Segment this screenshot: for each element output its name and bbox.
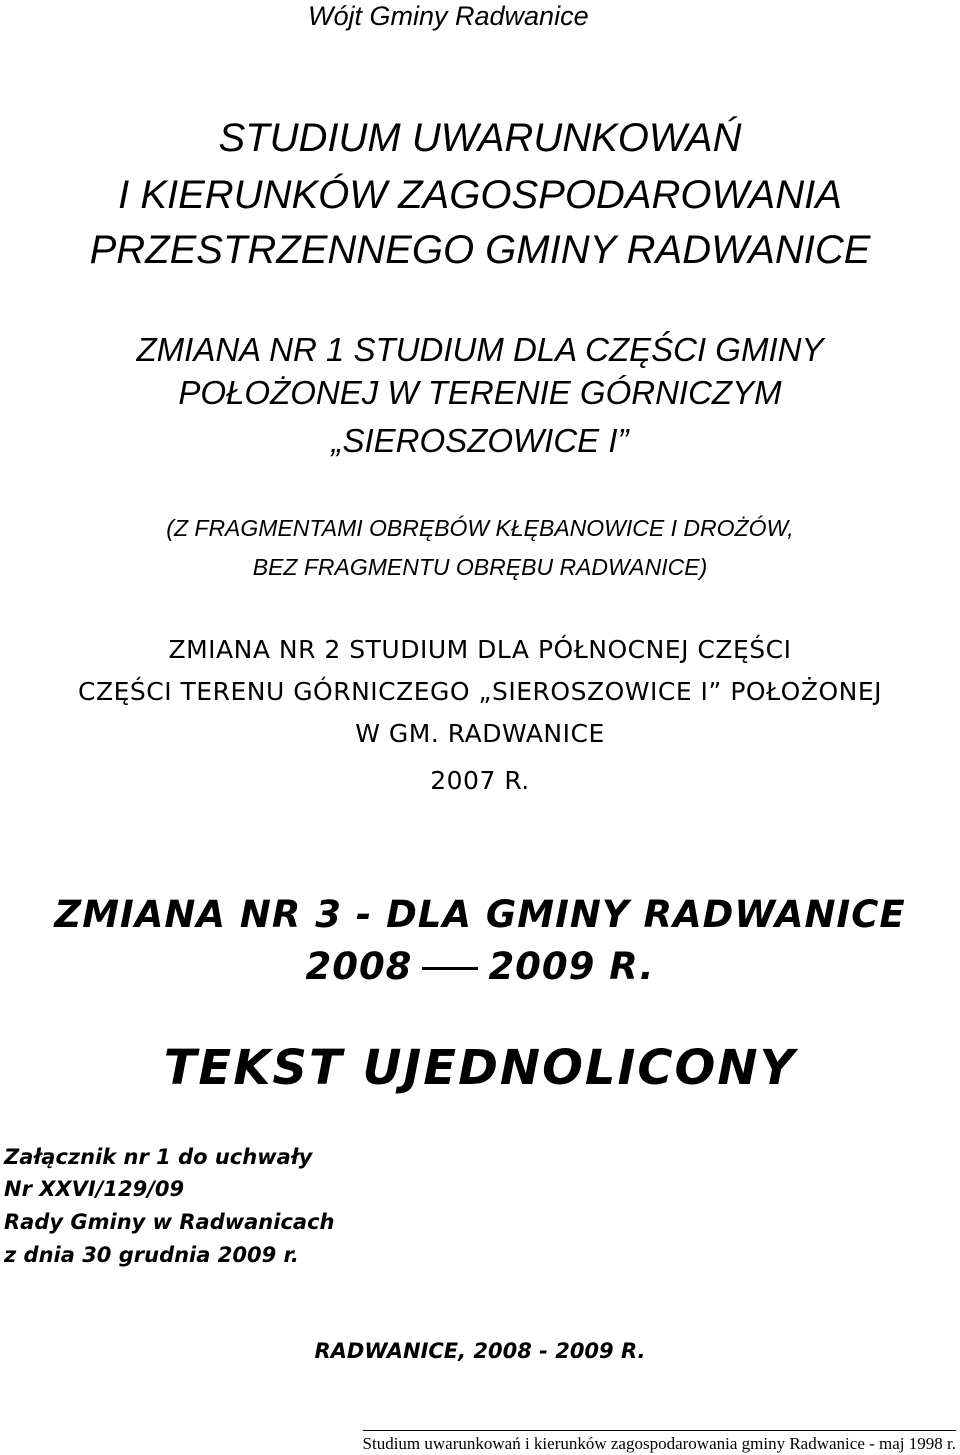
change2-line-4: 2007 R. <box>430 766 530 795</box>
attachment-line-4: z dnia 30 grudnia 2009 r. <box>4 1243 299 1267</box>
attachment-line-1: Załącznik nr 1 do uchwały <box>4 1145 313 1169</box>
document-header: Wójt Gminy Radwanice <box>308 1 589 31</box>
tekst-ujednolicony-heading: TEKST UJEDNOLICONY <box>163 1040 797 1096</box>
year-dash <box>422 967 478 970</box>
change1-line-2: POŁOŻONEJ W TERENIE GÓRNICZYM <box>178 374 782 411</box>
place-and-date: RADWANICE, 2008 - 2009 R. <box>314 1339 646 1363</box>
change3-year-end: 2009 R. <box>488 945 655 988</box>
change1-line-1: ZMIANA NR 1 STUDIUM DLA CZĘŚCI GMINY <box>136 331 824 368</box>
change1-note-line-2: BEZ FRAGMENTU OBRĘBU RADWANICE) <box>252 554 708 580</box>
attachment-line-3: Rady Gminy w Radwanicach <box>4 1210 335 1234</box>
change2-line-2: CZĘŚCI TERENU GÓRNICZEGO „SIEROSZOWICE I” POŁOŻONEJ <box>77 677 882 706</box>
change1-note-line-1: (Z FRAGMENTAMI OBRĘBÓW KŁĘBANOWICE I DROŻÓW, <box>166 515 794 541</box>
change2-line-3: W GM. RADWANICE <box>355 719 605 748</box>
change3-years <box>0 945 960 989</box>
title-line-3: PRZESTRZENNEGO GMINY RADWANICE <box>89 228 871 272</box>
change3-year-start: 2008 <box>305 945 413 988</box>
page-footer: Studium uwarunkowań i kierunków zagospodarowania gminy Radwanice - maj 1998 r. <box>363 1430 956 1455</box>
change3-line-1: ZMIANA NR 3 - DLA GMINY RADWANICE <box>54 893 906 936</box>
title-line-1: STUDIUM UWARUNKOWAŃ <box>218 116 742 160</box>
change1-line-3: „SIEROSZOWICE I” <box>331 422 629 459</box>
change2-line-1: ZMIANA NR 2 STUDIUM DLA PÓŁNOCNEJ CZĘŚCI <box>168 635 792 664</box>
title-line-2: I KIERUNKÓW ZAGOSPODAROWANIA <box>118 173 842 217</box>
attachment-line-2: Nr XXVI/129/09 <box>4 1177 185 1201</box>
